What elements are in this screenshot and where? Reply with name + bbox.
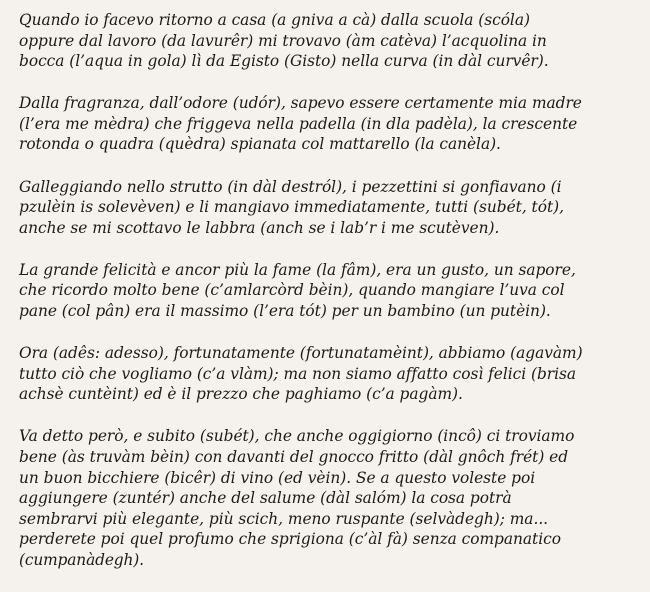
text-line: aggiungere (zuntér) anche del salume (dàl salóm) la cosa potrà <box>19 489 512 508</box>
text-line: Quando io facevo ritorno a casa (a gniva a cà) dalla scuola (scóla) <box>19 11 530 29</box>
text-line: che ricordo molto bene (c’amlarcòrd bèin), quando mangiare l’uva col <box>19 281 565 300</box>
text-line: tutto ciò che vogliamo (c’a vlàm); ma non siamo affatto così felici (brisa <box>19 364 577 383</box>
paragraph-3 <box>19 177 639 239</box>
text-line: (l’era me mèdra) che friggeva nella padella (in dla padèla), la crescente <box>19 114 578 133</box>
text-line: Ora (adês: adesso), fortunatamente (fortunatamèint), abbiamo (agavàm) <box>19 344 583 363</box>
text-line: bene (às truvàm bèin) con davanti del gnocco fritto (dàl gnôch frét) ed <box>19 448 569 466</box>
text-line: achsè cuntèint) ed è il prezzo che paghiamo (c’a pagàm). <box>19 385 463 404</box>
text-line: La grande felicità e ancor più la fame (la fâm), era un gusto, un sapore, <box>19 260 576 279</box>
text-line: pzulèin is solevèven) e li mangiavo immediatamente, tutti (subét, tót), <box>19 198 564 217</box>
text-line: oppure dal lavoro (da lavurêr) mi trovavo (àm catèva) l’acquolina in <box>19 31 547 50</box>
paragraph-2 <box>19 93 639 155</box>
document-text <box>19 10 639 592</box>
paragraph-4 <box>19 260 639 322</box>
paragraph-6 <box>19 426 639 570</box>
text-line: bocca (l’aqua in gola) lì da Egisto (Gisto) nella curva (in dàl curvêr). <box>19 52 549 71</box>
text-line: anche se mi scottavo le labbra (anch se i lab’r i me scutèven). <box>19 218 500 237</box>
text-line: Galleggiando nello strutto (in dàl destról), i pezzettini si gonfiavano (i <box>19 177 562 196</box>
paragraph-1 <box>19 10 639 72</box>
text-line: rotonda o quadra (quèdra) spianata col mattarello (la canèla). <box>19 135 501 154</box>
text-line: Va detto però, e subito (subét), che anche oggigiorno (incô) ci troviamo <box>19 427 575 446</box>
text-line: un buon bicchiere (bicêr) di vino (ed vèin). Se a questo voleste poi <box>19 468 536 487</box>
text-line: sembrarvi più elegante, più scich, meno ruspante (selvàdegh); ma... <box>19 509 549 528</box>
text-line: Dalla fragranza, dall’odore (udór), sapevo essere certamente mia madre <box>19 94 582 113</box>
text-line: pane (col pân) era il massimo (l’era tót) per un bambino (un putèin). <box>19 302 551 321</box>
paragraph-5 <box>19 343 639 405</box>
text-line: perderete poi quel profumo che sprigiona (c’àl fà) senza companatico <box>19 530 561 549</box>
text-line: (cumpanàdegh). <box>19 550 144 569</box>
